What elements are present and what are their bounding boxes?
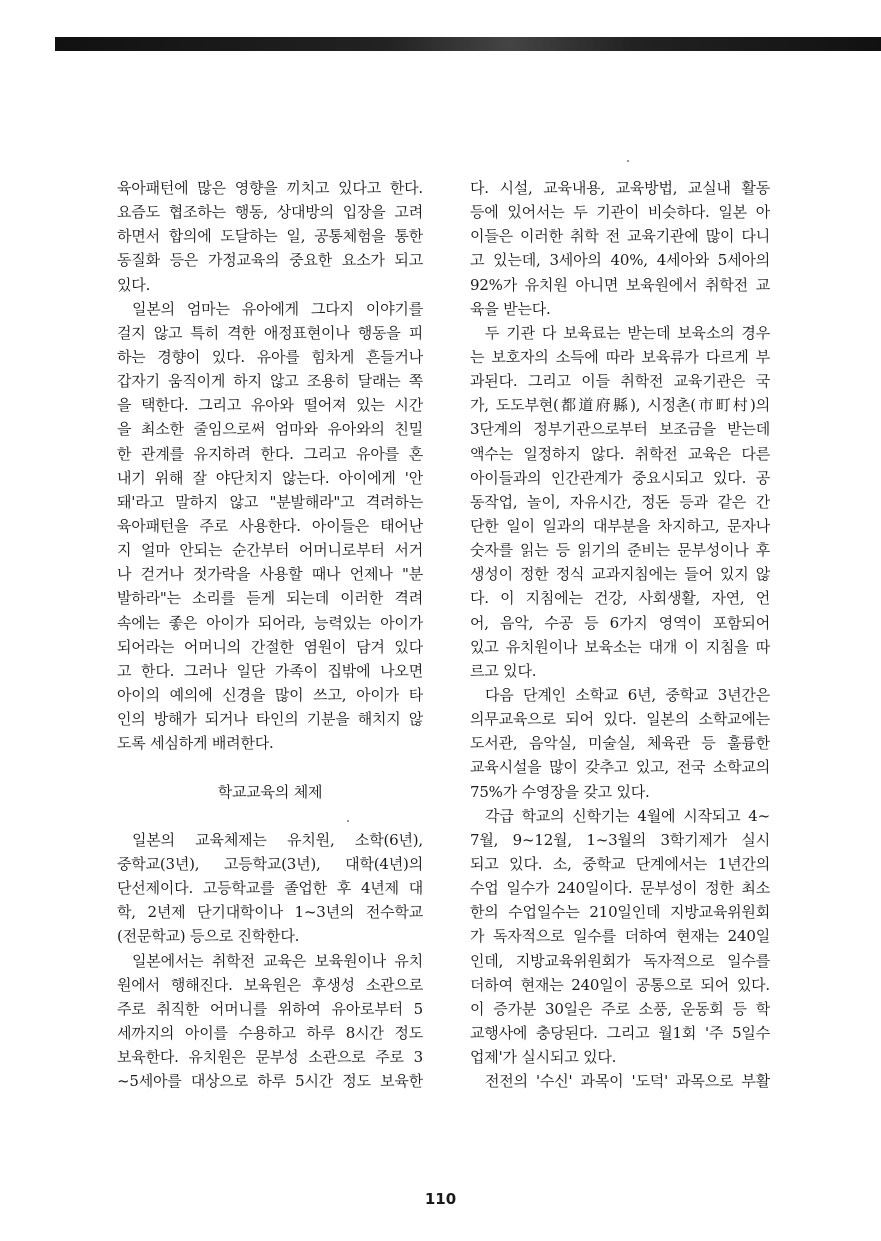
right-column bbox=[470, 176, 770, 1093]
text-line: 다음 단계인 소학교 6년, 중학교 3년간은 bbox=[485, 685, 770, 704]
text-line: 르고 있다. bbox=[470, 661, 537, 680]
text-line: 과된다. 그리고 이들 취학전 교육기관은 국 bbox=[470, 372, 770, 391]
spacer bbox=[117, 755, 423, 779]
text-line: 숫자를 읽는 등 읽기의 준비는 문부성이나 후 bbox=[470, 541, 770, 560]
paragraph bbox=[117, 949, 423, 1094]
text-line: 도록 세심하게 배려한다. bbox=[117, 734, 274, 753]
left-column bbox=[117, 176, 423, 1093]
text-line: 세까지의 아이를 수용하고 하루 8시간 정도 bbox=[117, 1023, 423, 1042]
text-line: 각급 학교의 신학기는 4월에 시작되고 4~ bbox=[485, 806, 770, 825]
text-line: 다. 이 지침에는 건강, 사회생활, 자연, 언 bbox=[470, 589, 770, 608]
text-line: 보육한다. 유치원은 문부성 소관으로 주로 3 bbox=[117, 1048, 423, 1067]
paragraph bbox=[470, 321, 770, 683]
text-line: 육아패턴에 많은 영향을 끼치고 있다고 한다. bbox=[117, 179, 423, 197]
paragraph bbox=[470, 1069, 770, 1093]
text-line: 을 택한다. 그리고 유아와 떨어져 있는 시간 bbox=[117, 396, 423, 415]
text-line: 지 얼마 안되는 순간부터 어머니로부터 서거 bbox=[117, 541, 423, 560]
text-line: 걸지 않고 특히 격한 애정표현이나 행동을 피 bbox=[117, 323, 423, 342]
text-line: 하는 경향이 있다. 유아를 힘차게 흔들거나 bbox=[117, 347, 423, 366]
text-line: 다. 시설, 교육내용, 교육방법, 교실내 활동 bbox=[470, 179, 770, 197]
text-line: 되고 있다. 소, 중학교 단계에서는 1년간의 bbox=[470, 854, 770, 873]
text-line: 을 최소한 줄임으로써 엄마와 유아와의 친밀 bbox=[117, 420, 423, 439]
text-line: 발하라"는 소리를 듣게 되는데 이러한 격려 bbox=[117, 589, 423, 608]
text-line: 교육시설을 많이 갖추고 있고, 전국 소학교의 bbox=[470, 758, 770, 777]
text-line: 등에 있어서는 두 기관이 비슷하다. 일본 아 bbox=[470, 203, 770, 222]
text-line: 육을 받는다. bbox=[470, 299, 551, 318]
text-line: 주로 취직한 어머니를 위하여 유아로부터 5 bbox=[117, 999, 423, 1018]
text-line: 가 독자적으로 일수를 더하여 현재는 240일 bbox=[470, 927, 770, 946]
text-line: 도서관, 음악실, 미술실, 체육관 등 훌륭한 bbox=[470, 734, 770, 753]
text-line: 더하여 현재는 240일이 공통으로 되어 있다. bbox=[470, 975, 770, 994]
spacer bbox=[117, 804, 423, 828]
text-line: 92%가 유치원 아니면 보육원에서 취학전 교 bbox=[470, 275, 770, 294]
text-line: 는 보호자의 소득에 따라 보육류가 다르게 부 bbox=[470, 347, 770, 366]
paragraph bbox=[470, 176, 770, 321]
text-line: 의무교육으로 되어 있다. 일본의 소학교에는 bbox=[470, 710, 770, 729]
text-line: 나 걷거나 젓가락을 사용할 때나 언제나 "분 bbox=[117, 565, 423, 584]
text-line: 인의 방해가 되거나 타인의 기분을 해치지 않 bbox=[117, 710, 423, 729]
text-line: 학, 2년제 단기대학이나 1~3년의 전수학교 bbox=[117, 903, 423, 922]
section-heading: 학교교육의 체제 bbox=[217, 782, 323, 801]
text-line: 아이들과의 인간관계가 중요시되고 있다. 공 bbox=[470, 468, 770, 487]
paragraph bbox=[117, 828, 423, 949]
text-line: 전전의 '수신' 과목이 '도덕' 과목으로 부활 bbox=[485, 1072, 770, 1091]
text-line: 일본에서는 취학전 교육은 보육원이나 유치 bbox=[132, 951, 423, 970]
paragraph bbox=[117, 297, 423, 756]
text-line: 수업 일수가 240일이다. 문부성이 정한 최소 bbox=[470, 879, 770, 898]
text-line: 하면서 합의에 도달하는 일, 공통체험을 통한 bbox=[117, 227, 423, 246]
text-line: 일본의 교육체제는 유치원, 소학(6년), bbox=[132, 830, 423, 849]
text-line: ~5세아를 대상으로 하루 5시간 정도 보육한 bbox=[117, 1072, 423, 1091]
text-line: 육아패턴을 주로 사용한다. 아이들은 태어난 bbox=[117, 516, 423, 535]
text-line: 한 관계를 유지하려 한다. 그리고 유아를 혼 bbox=[117, 444, 423, 463]
text-line: 액수는 일정하지 않다. 취학전 교육은 다른 bbox=[470, 444, 770, 463]
text-line: (전문학교) 등으로 진학한다. bbox=[117, 927, 300, 946]
text-line: 있고 유치원이나 보육소는 대개 이 지침을 따 bbox=[470, 637, 770, 656]
text-line: 3단계의 정부기관으로부터 보조금을 받는데 bbox=[470, 420, 770, 439]
text-line: 업제'가 실시되고 있다. bbox=[470, 1048, 617, 1067]
text-line: 동질화 등은 가정교육의 중요한 요소가 되고 bbox=[117, 251, 423, 270]
text-line: 단선제이다. 고등학교를 졸업한 후 4년제 대 bbox=[117, 879, 423, 898]
page-number: 110 bbox=[424, 1190, 457, 1208]
text-line: 갑자기 움직이게 하지 않고 조용히 달래는 쪽 bbox=[117, 372, 423, 391]
scan-speck bbox=[627, 160, 629, 162]
text-line: 75%가 수영장을 갖고 있다. bbox=[470, 782, 650, 801]
text-line: 교행사에 충당된다. 그리고 월1회 '주 5일수 bbox=[470, 1023, 770, 1042]
text-line: 생성이 정한 정식 교과지침에는 들어 있지 않 bbox=[470, 565, 770, 584]
text-line: 되어라는 어머니의 간절한 염원이 담겨 있다 bbox=[117, 637, 423, 656]
text-line: 7월, 9~12월, 1~3월의 3학기제가 실시 bbox=[470, 830, 770, 849]
text-line: 고 한다. 그러나 일단 가족이 집밖에 나오면 bbox=[117, 661, 423, 680]
text-line: 요즘도 협조하는 행동, 상대방의 입장을 고려 bbox=[117, 203, 423, 222]
text-line: 있다. bbox=[117, 275, 151, 294]
text-line: 속에는 좋은 아이가 되어라, 능력있는 아이가 bbox=[117, 613, 423, 632]
text-line: 동작업, 놀이, 자유시간, 정돈 등과 같은 간 bbox=[470, 492, 770, 511]
text-line: 아이의 예의에 신경을 많이 쓰고, 아이가 타 bbox=[117, 685, 423, 704]
header-rule bbox=[55, 37, 881, 51]
text-line: 원에서 행해진다. 보육원은 후생성 소관으로 bbox=[117, 975, 423, 994]
paragraph bbox=[470, 683, 770, 804]
text-line: 가, 도도부현(都道府縣), 시정촌(市町村)의 bbox=[470, 396, 770, 415]
text-line: 단한 일이 일과의 대부분을 차지하고, 문자나 bbox=[470, 516, 770, 535]
text-line: 중학교(3년), 고등학교(3년), 대학(4년)의 bbox=[117, 854, 423, 873]
paragraph bbox=[117, 176, 423, 297]
text-line: 인데, 지방교육위원회가 독자적으로 일수를 bbox=[470, 951, 770, 970]
text-line: 일본의 엄마는 유아에게 그다지 이야기를 bbox=[132, 299, 423, 318]
text-line: 이들은 이러한 취학 전 교육기관에 많이 다니 bbox=[470, 227, 770, 246]
text-line: 한의 수업일수는 210일인데 지방교육위원회 bbox=[470, 903, 770, 922]
text-line: 두 기관 다 보육료는 받는데 보육소의 경우 bbox=[485, 323, 770, 342]
text-line: 내기 위해 잘 야단치지 않는다. 아이에게 '안 bbox=[117, 468, 423, 487]
text-line: 어, 음악, 수공 등 6가지 영역이 포함되어 bbox=[470, 613, 770, 632]
text-line: 고 있는데, 3세아의 40%, 4세아와 5세아의 bbox=[470, 251, 770, 270]
text-line: 이 증가분 30일은 주로 소풍, 운동회 등 학 bbox=[470, 999, 770, 1018]
paragraph bbox=[470, 804, 770, 1070]
text-line: 돼'라고 말하지 않고 "분발해라"고 격려하는 bbox=[117, 492, 423, 511]
